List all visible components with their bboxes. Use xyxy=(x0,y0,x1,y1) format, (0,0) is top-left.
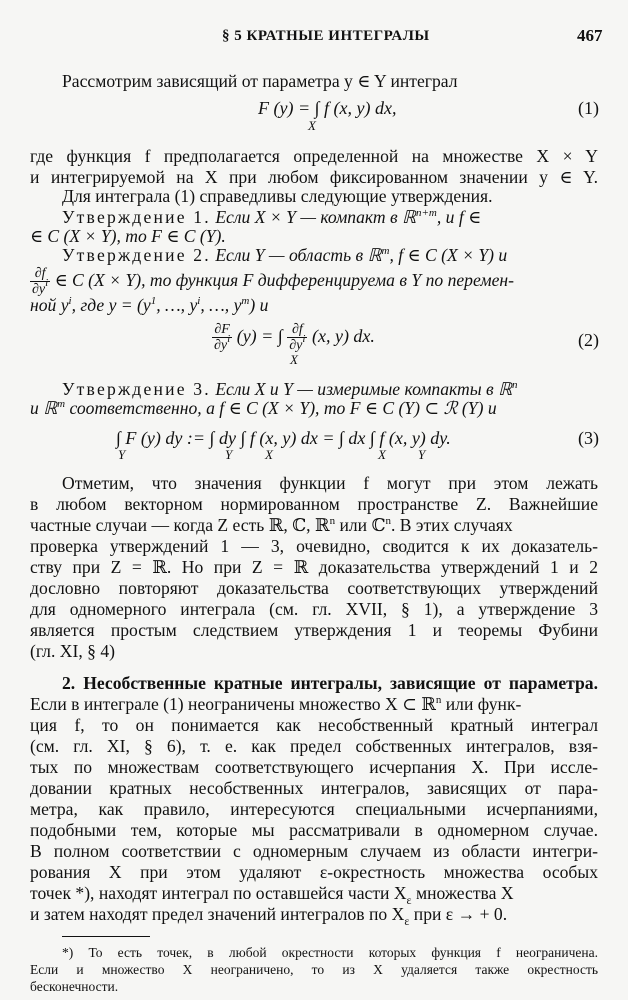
integral-limit: X xyxy=(265,447,273,462)
equation-number: (1) xyxy=(578,98,599,118)
text-line: и ℝ$^m$ соответственно, а f ∈ C (X × Y), то F ∈ C (Y) ⊂ ℛ (Y) и xyxy=(30,398,497,418)
running-header xyxy=(0,26,628,50)
footnote-line: Если и множество X неограничено, то из X удаляется также окрестность xyxy=(30,962,598,977)
statement-label: Утверждение 2. xyxy=(62,245,211,265)
equation-number: (2) xyxy=(578,330,599,350)
text-line: ция f, то он понимается как несобственный кратный интеграл xyxy=(30,715,598,735)
text-line: Для интеграла (1) справедливы следующие утверждения. xyxy=(62,186,493,206)
text-line: тых по множествам соответствующего исчерпания X. При иссле- xyxy=(30,757,598,777)
text-line: и интегрируемой на X при любом фиксированном значении y ∈ Y. xyxy=(30,167,598,187)
formula-2: $\frac{\partial F}{\partial y^i}$ (y) = ∫ $\frac{\partial f}{\partial y^i}$ (x, y) dx. xyxy=(214,322,375,353)
integral-limit: Y xyxy=(225,447,233,462)
text-line: рования X при этом удаляют ε-окрестность множества особых xyxy=(30,862,598,882)
integral-limit: Y xyxy=(418,447,426,462)
text-line: Рассмотрим зависящий от параметра y ∈ Y интеграл xyxy=(62,71,458,91)
text-line: точек *), находят интеграл по оставшейся части $X_\varepsilon$ множества X xyxy=(30,883,514,907)
text-line: ству при Z = ℝ. Но при Z = ℝ доказательства утверждений 1 и 2 xyxy=(30,557,598,577)
fraction: $\frac{\partial f}{\partial y^i}$ xyxy=(32,266,49,297)
statement-text: ∈ C (X × Y), то функция F дифференцируема в Y по перемен- xyxy=(54,270,514,291)
text-line: Если в интеграле (1) неограничены множество X ⊂ ℝ$^n$ или функ- xyxy=(30,694,522,714)
statement-text: Если X и Y — измеримые компакты в ℝ xyxy=(215,379,513,399)
statement-text: Если Y — область в ℝ xyxy=(215,245,382,265)
subsection-heading: 2. Несобственные кратные интегралы, зависящие от параметра. xyxy=(62,673,598,693)
section-title: § 5 КРАТНЫЕ ИНТЕГРАЛЫ xyxy=(222,28,430,44)
footnote-line: *) То есть точек, в любой окрестности которых функция f неограничена. xyxy=(62,945,598,960)
text-line: и затем находят предел значений интегралов по $X_\varepsilon$ при ε → + 0. xyxy=(30,904,508,928)
superscript: m xyxy=(381,245,390,257)
footnote-line: бесконечности. xyxy=(30,979,119,994)
text-line: В полном соответствии с одномерным случаем из области интегри- xyxy=(30,841,598,861)
text-line: (гл. XI, § 4) xyxy=(30,641,115,661)
statement-label: Утверждение 1. xyxy=(62,207,211,227)
text-line: (см. гл. XI, § 6), т. е. как предел собственных интегралов, взя- xyxy=(30,736,598,756)
superscript: n xyxy=(512,379,518,391)
equation-number: (3) xyxy=(578,428,599,448)
integral-limit: Y xyxy=(118,447,126,462)
text-line: дословно повторяют доказательства соответствующих утверждений xyxy=(30,578,598,598)
integral-limit: X xyxy=(378,447,386,462)
superscript: n+m xyxy=(415,207,437,219)
text-line: в любом векторном нормированном пространстве Z. Важнейшие xyxy=(30,494,598,514)
footnote-rule xyxy=(62,936,150,937)
text-line: является простым следствием утверждения 1 и теоремы Фубини xyxy=(30,620,598,640)
page-number: 467 xyxy=(577,26,603,45)
integral-limit: X xyxy=(290,352,298,367)
text-line: где функция f предполагается определенной на множестве X × Y xyxy=(30,146,598,166)
statement-text: , и f ∈ xyxy=(436,207,482,227)
text-line: метра, как правило, интересуются специальными исчерпаниями, xyxy=(30,799,598,819)
text-line: подобными тем, которые мы рассматривали в одномерном случае. xyxy=(30,820,598,840)
formula-1: F (y) = ∫ f (x, y) dx, xyxy=(258,98,397,118)
text-line: для одномерного интеграла (см. гл. XVII, § 1), а утверждение 3 xyxy=(30,599,598,619)
text-line: ∈ C (X × Y), то F ∈ C (Y). xyxy=(30,226,226,246)
text-line: частные случаи — когда Z есть ℝ, ℂ, ℝ$^n$ или ℂ$^n$. В этих случаях xyxy=(30,515,513,535)
formula-3: ∫ F (y) dy := ∫ dy ∫ f (x, y) dx = ∫ dx ∫ f (x, y) dy. xyxy=(116,428,451,448)
text-line: Отметим, что значения функции f могут при этом лежать xyxy=(62,473,598,493)
statement-label: Утверждение 3. xyxy=(62,379,211,399)
text-line: довании кратных несобственных интегралов, зависящих от пара- xyxy=(30,778,598,798)
text-line: ной $y^i$, где $y = (y^1$, …, $y^i$, …, $y^m$) и xyxy=(30,295,269,315)
integral-limit: X xyxy=(308,118,316,133)
text-line: проверка утверждений 1 — 3, очевидно, сводится к их доказатель- xyxy=(30,536,598,556)
statement-text: , f ∈ C (X × Y) и xyxy=(389,245,508,265)
statement-text: Если X × Y — компакт в ℝ xyxy=(215,207,416,227)
